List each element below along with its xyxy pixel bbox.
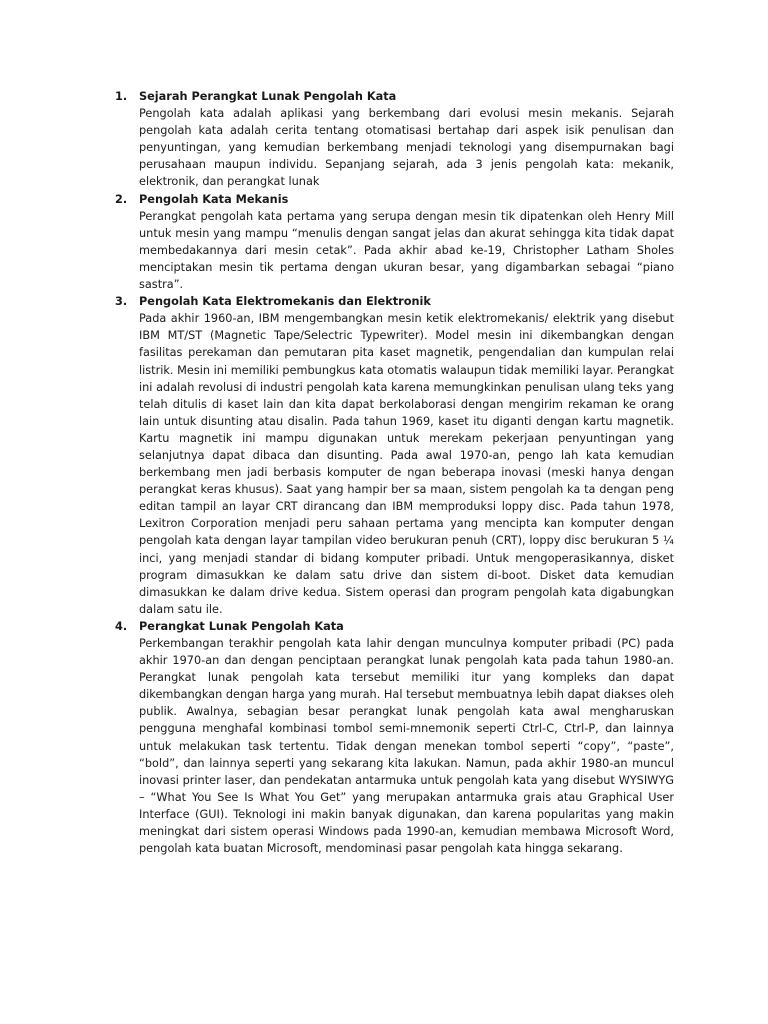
section-number: 1.: [115, 90, 128, 103]
section-paragraph: Pada akhir 1960-an, IBM mengembangkan mesin ketik elektromekanis/ elektrik yang disebut IBM MT/ST (Magnetic Tape/Selectric Typewriter). Model mesin ini dikembangkan dengan fasilitas perekaman dan pemutaran pita kaset magnetik, pengendalian dan kumpulan relai listrik. Mesin ini memiliki pembungkus kata otomatis walaupun tidak memiliki layar. Perangkat ini adalah revolusi di industri pengolah kata karena memungkinkan penulisan ulang teks yang telah ditulis di kaset lain dan kita dapat berkolaborasi dengan mengirim rekaman ke orang lain untuk disunting atau disalin. Pada tahun 1969, kaset itu diganti dengan kartu magnetik. Kartu magnetik ini mampu digunakan untuk merekam pekerjaan penyuntingan yang selanjutnya dapat dibaca dan disunting. Pada awal 1970-an, pengo lah kata kemudian berkembang men jadi berbasis komputer de ngan beberapa inovasi (meski hanya dengan perangkat keras khusus). Saat yang hampir ber sa maan, sistem pengolah ka ta dengan peng editan tampil an layar CRT dirancang dan IBM memproduksi loppy disc. Pada tahun 1978, Lexitron Corporation menjadi peru sahaan pertama yang mencipta kan komputer dengan pengolah kata dengan layar tampilan video berukuran penuh (CRT), loppy disc berukuran 5 ¼ inci, yang menjadi standar di bidang komputer pribadi. Untuk mengoperasikannya, disket program dimasukkan ke dalam satu drive dan sistem di-boot. Disket data kemudian dimasukkan ke dalam drive kedua. Sistem operasi dan program pengolah kata digabungkan dalam satu ile.: [139, 312, 674, 616]
section-heading: Sejarah Perangkat Lunak Pengolah Kata: [139, 90, 397, 103]
section-heading: Pengolah Kata Elektromekanis dan Elektronik: [139, 295, 431, 309]
section-number: 4.: [115, 619, 128, 633]
section-4: [115, 618, 674, 857]
section-3: [115, 293, 674, 618]
section-number: 3.: [115, 295, 128, 309]
section-paragraph: Pengolah kata adalah aplikasi yang berkembang dari evolusi mesin mekanis. Sejarah pengolah kata adalah cerita tentang otomatisasi bertahap dari aspek isik penulisan dan penyuntingan, yang kemudian berkembang menjadi teknologi yang disempurnakan bagi perusahaan maupun individu. Sepanjang sejarah, ada 3 jenis pengolah kata: mekanik, elektronik, dan perangkat lunak: [139, 107, 674, 189]
section-2: [115, 191, 674, 294]
section-heading: Perangkat Lunak Pengolah Kata: [139, 619, 344, 633]
section-paragraph: Perkembangan terakhir pengolah kata lahir dengan munculnya komputer pribadi (PC) pada akhir 1970-an dan dengan penciptaan perangkat lunak pengolah kata pada tahun 1980-an. Perangkat lunak pengolah kata tersebut memiliki itur yang kompleks dan dapat dikembangkan dengan harga yang murah. Hal tersebut membuatnya lebih dapat diakses oleh publik. Awalnya, sebagian besar perangkat lunak pengolah kata awal mengharuskan pengguna menghafal kombinasi tombol semi-mnemonik seperti Ctrl-C, Ctrl-P, dan lainnya untuk melakukan task tertentu. Tidak dengan menekan tombol seperti “copy”, “paste”, “bold”, dan lainnya seperti yang sekarang kita lakukan. Namun, pada akhir 1980-an muncul inovasi printer laser, dan pendekatan antarmuka untuk pengolah kata yang disebut WYSIWYG – “What You See Is What You Get” yang merupakan antarmuka grais atau Graphical User Interface (GUI). Teknologi ini makin banyak digunakan, dan karena popularitas yang makin meningkat dari sistem operasi Windows pada 1990-an, kemudian membawa Microsoft Word, pengolah kata buatan Microsoft, mendominasi pasar pengolah kata hingga sekarang.: [139, 637, 674, 856]
section-1: [115, 88, 674, 191]
section-heading: Pengolah Kata Mekanis: [139, 192, 289, 206]
document-content: [115, 88, 674, 857]
section-number: 2.: [115, 192, 128, 206]
section-paragraph: Perangkat pengolah kata pertama yang serupa dengan mesin tik dipatenkan oleh Henry Mill untuk mesin yang mampu “menulis dengan sangat jelas dan akurat sehingga kita tidak dapat membedakannya dari mesin cetak”. Pada akhir abad ke-19, Christopher Latham Sholes menciptakan mesin tik pertama dengan ukuran besar, yang digambarkan sebagai “piano sastra”.: [139, 209, 674, 292]
